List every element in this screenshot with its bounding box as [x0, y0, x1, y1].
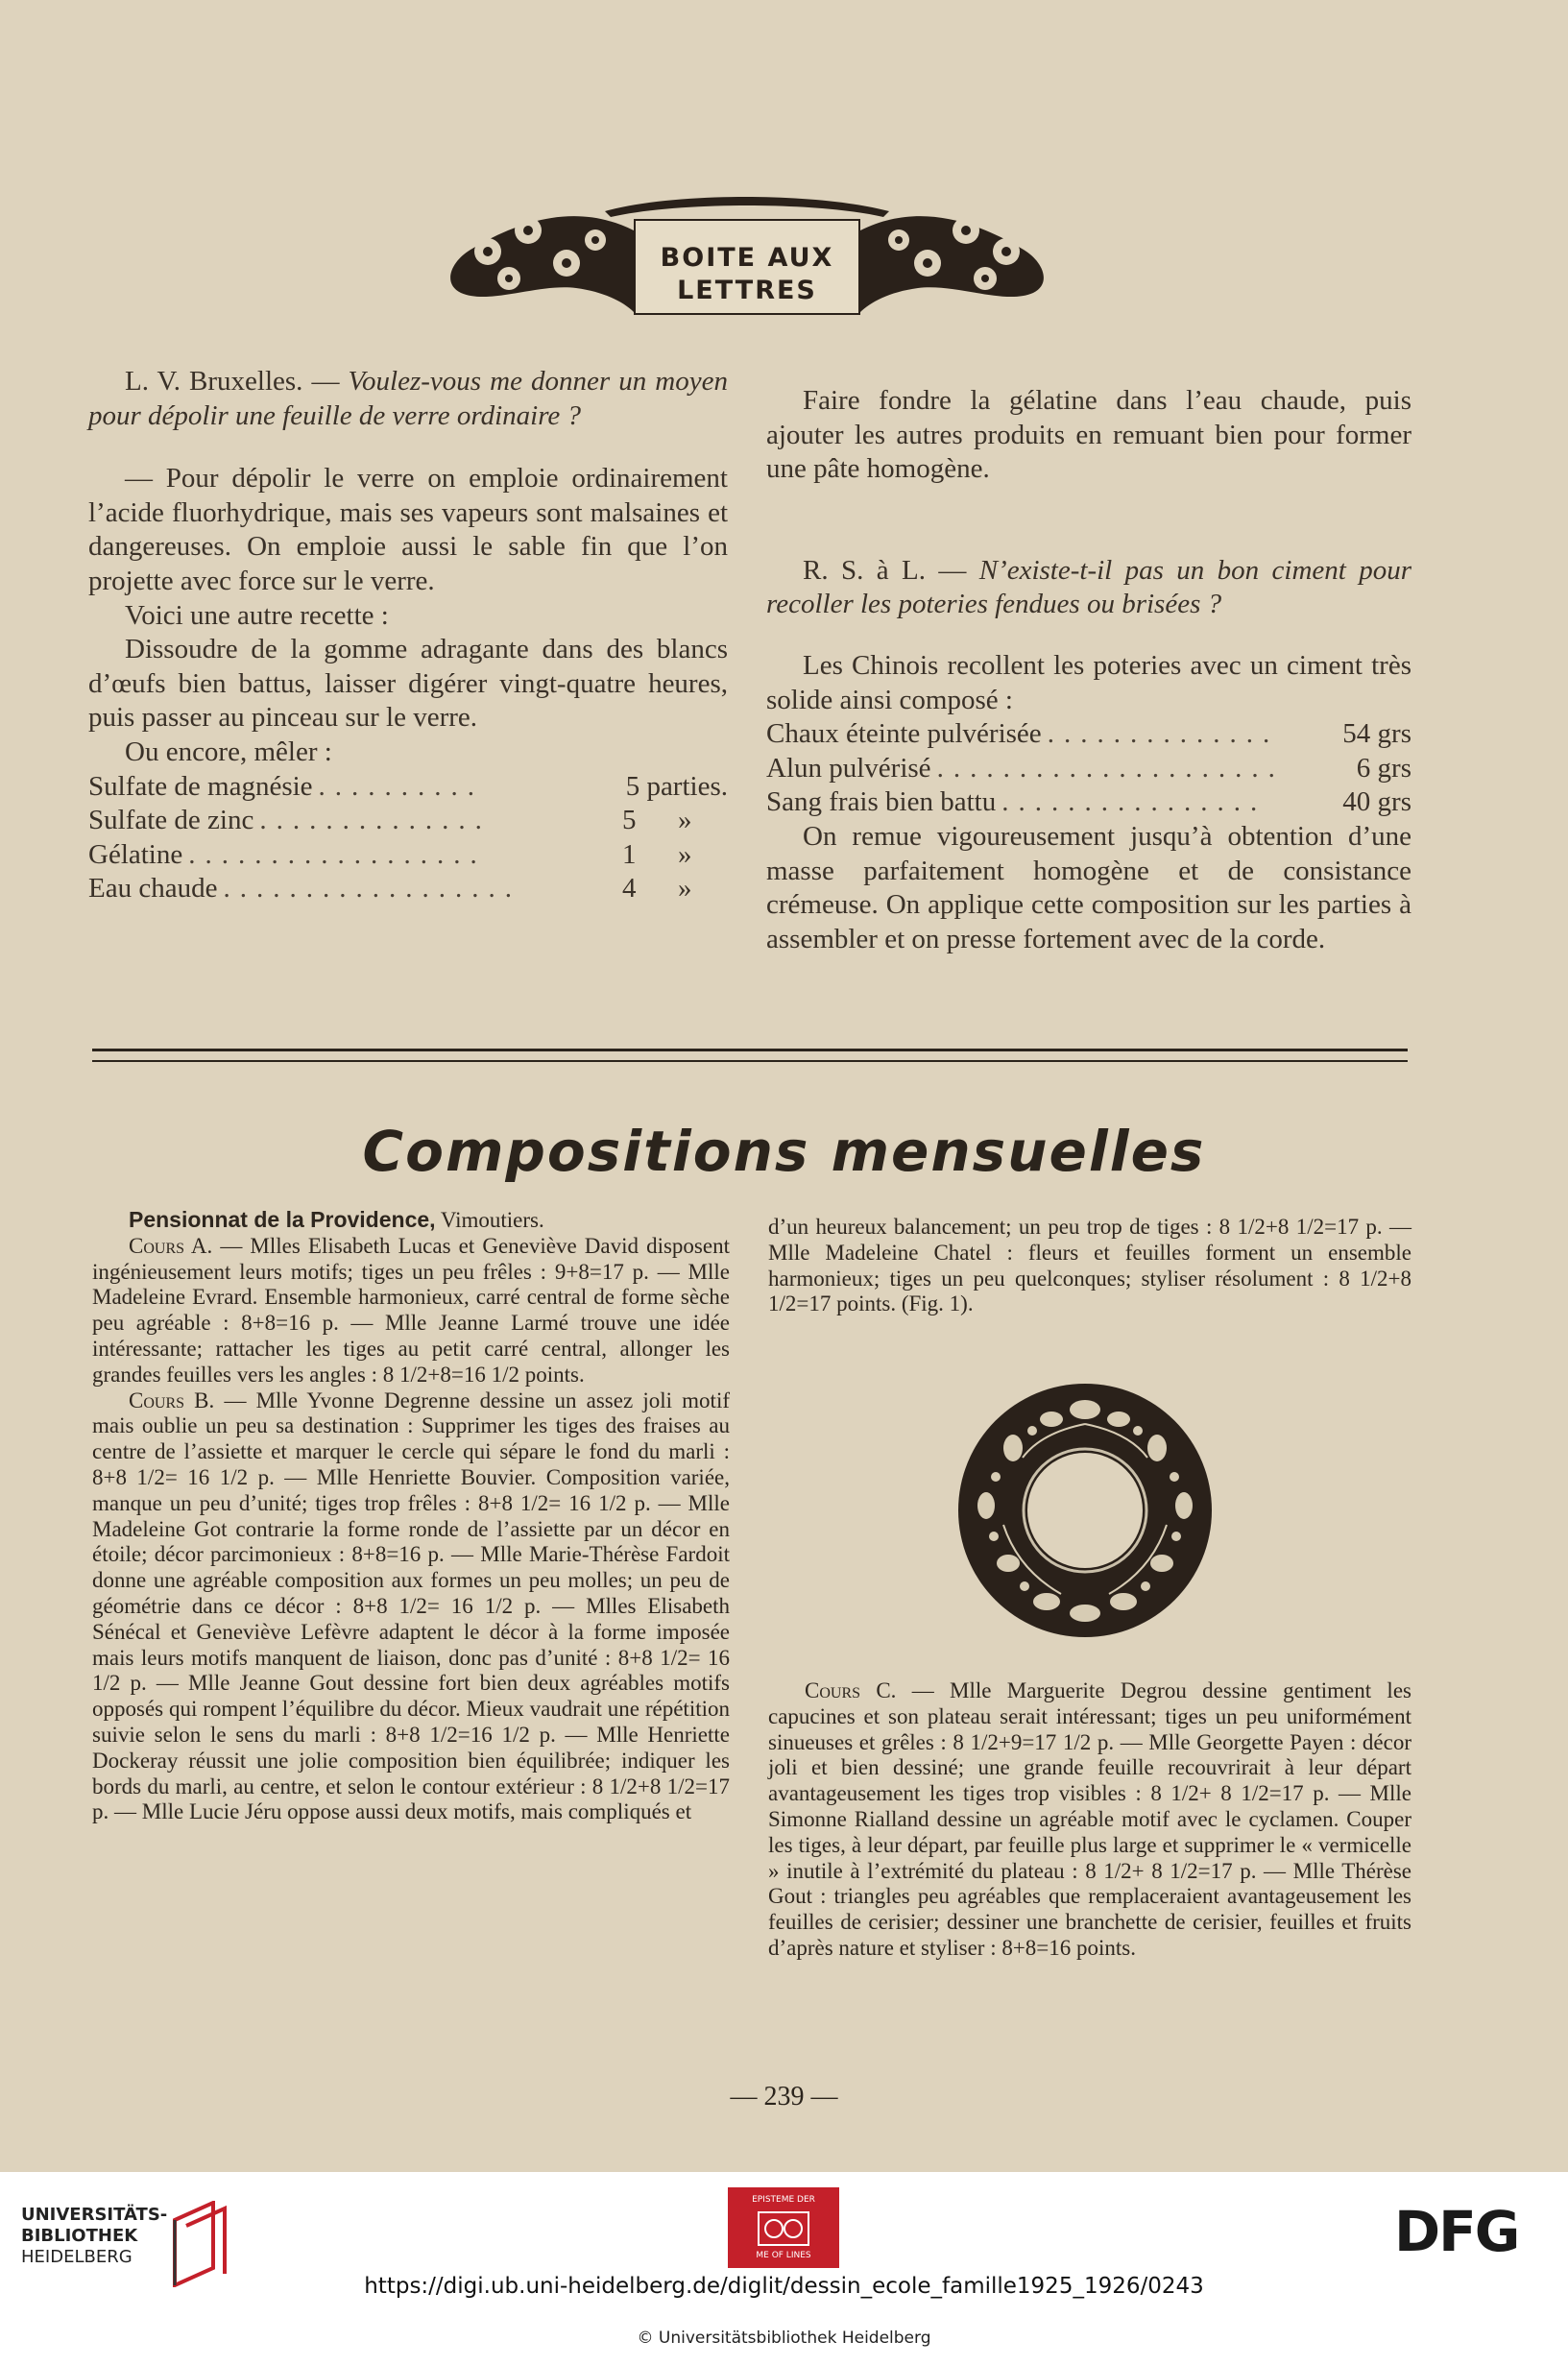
- letter-question-text-2: N’existe-t-il pas un bon ciment pour recoller les poteries fendues ou brisées ?: [766, 554, 1411, 620]
- compositions-column-left: [92, 1207, 730, 1825]
- recipe-list-1: [88, 770, 728, 906]
- letter-question-text-1: Voulez-vous me donner un moyen pour dépolir une feuille de verre ordinaire ?: [88, 366, 728, 431]
- school-name: Pensionnat de la Providence,: [129, 1207, 436, 1232]
- answer-2-intro: Les Chinois recollent les poteries avec un ciment très solide ainsi composé :: [766, 649, 1411, 715]
- document-url-link[interactable]: https://digi.ub.uni-heidelberg.de/diglit/dessin_ecole_famille1925_1926/0243: [364, 2274, 1204, 2299]
- cours-c-text: — Mlle Marguerite Degrou dessine gentiment les capucines et son plateau serait intéressant; tiges un peu uniformément sinueuses et grêles : 8 1/2+9=17 1/2 p. — Mlle Georgette Payen : décor joli et bien dessiné; une grande feuille recouvrirait à leur départ avantageusement les tiges trop visibles : 8 1/2+ 8 1/2=17 p. — Mlle Simonne Rialland dessine un agréable motif avec le cyclamen. Couper les tiges, à leur départ, par feuille plus large et supprimer le « vermicelle » inutile à l’extrémité du plateau : 8 1/2+ 8 1/2=17 p. — Mlle Thérèse Gout : triangles peu agréables que remplaceraient avantageusement les feuilles de cerisier; dessiner une branchette de cerisier, feuilles et fruits d’après nature et styliser : 8+8=16 points.: [768, 1678, 1411, 1960]
- cours-a-text: — Mlles Elisabeth Lucas et Geneviève David disposent ingénieusement leurs motifs; tiges un peu frêles : 9+8=17 p. — Mlle Madeleine Evrard. Ensemble harmonieux, carré central de forme sèche peu agréable : 8+8=16 p. — Mlle Jeanne Larmé trouve une idée intéressante; rattacher les tiges au petit carré central, allonger les grandes feuilles vers les angles : 8 1/2+8=16 1/2 points.: [92, 1233, 730, 1387]
- header-line-2: LETTRES: [677, 276, 817, 305]
- answer-2-end: On remue vigoureusement jusqu’à obtention d’une masse parfaitement homogène et de consistance crémeuse. On applique cette composition sur les parties à assembler et on presse fortement avec de la corde.: [766, 820, 1411, 954]
- answer-paragraph: — Pour dépolir le verre on emploie ordinairement l’acide fluorhydrique, mais ses vapeurs sont malsaines et dangereuses. On emploie aussi le sable fin que l’on projette avec force sur le verre.: [88, 463, 728, 596]
- compositions-cours-c: [768, 1678, 1411, 1962]
- school-line: [92, 1207, 730, 1234]
- cours-c-label: Cours C.: [805, 1678, 897, 1702]
- recipe-row: Gélatine .................. 1 »: [88, 838, 692, 870]
- compositions-continued: d’un heureux balancement; un peu trop de tiges : 8 1/2+8 1/2=17 p. — Mlle Madeleine Chatel : fleurs et feuilles forment un ensemble harmonieux; tiges un peu quelconques; styliser résolument : 8 1/2+8 1/2=17 points. (Fig. 1).: [768, 1215, 1411, 1316]
- school-town: Vimoutiers.: [435, 1208, 544, 1232]
- episteme-badge[interactable]: EPISTEME DER ME OF LINES: [728, 2187, 839, 2268]
- compositions-column-right: [768, 1215, 1411, 1317]
- recipe-row: Sulfate de zinc .............. 5 »: [88, 805, 692, 836]
- answer-paragraph: Dissoudre de la gomme adragante dans des blancs d’œufs bien battus, laisser digérer vingt-quatre heures, puis passer au pinceau sur le verre.: [88, 634, 728, 734]
- double-rule-bottom: [92, 1060, 1408, 1062]
- letter-question-2: [766, 554, 1411, 622]
- recipe-row: Sang frais bien battu ................ 40 grs: [766, 786, 1411, 818]
- letters-column-left: [88, 365, 728, 906]
- episteme-emblem-icon: [757, 2210, 810, 2247]
- recipe-row: Chaux éteinte pulvérisée .............. 54 grs: [766, 718, 1411, 750]
- copyright-notice: © Universitätsbibliothek Heidelberg: [637, 2329, 931, 2348]
- cours-c: [768, 1678, 1411, 1962]
- letters-header-ornament: [432, 192, 1062, 322]
- figure-1-plate: [955, 1381, 1215, 1640]
- recipe-list-2: [766, 717, 1411, 820]
- double-rule-top: [92, 1049, 1408, 1051]
- decorative-plate-icon: [955, 1381, 1215, 1640]
- letter-question-1: [88, 365, 728, 433]
- library-name: UNIVERSITÄTS- BIBLIOTHEK HEIDELBERG: [21, 2205, 168, 2267]
- recipe-row: Alun pulvérisé ..................... 6 grs: [766, 752, 1411, 784]
- cours-b: [92, 1388, 730, 1826]
- cours-a: [92, 1234, 730, 1388]
- section-title: Compositions mensuelles: [362, 1119, 1206, 1184]
- letter-sender-2: R. S. à L. —: [803, 554, 979, 586]
- cours-b-label: Cours B.: [129, 1388, 215, 1412]
- answer-paragraph-end: Faire fondre la gélatine dans l’eau chaude, puis ajouter les autres produits en remuant bien pour former une pâte homogène.: [766, 385, 1411, 485]
- recipe-row: Eau chaude .................. 4 »: [88, 873, 692, 905]
- cours-a-label: Cours A.: [129, 1233, 213, 1258]
- letter-sender-1: L. V. Bruxelles. —: [125, 366, 349, 397]
- answer-paragraph: Voici une autre recette :: [125, 599, 389, 631]
- dfg-logo[interactable]: DFG: [1394, 2199, 1519, 2264]
- header-line-1: BOITE AUX: [660, 243, 834, 273]
- answer-paragraph: Ou encore, mêler :: [125, 736, 332, 767]
- letters-column-right: [766, 384, 1411, 956]
- header-box: [634, 219, 860, 315]
- cours-b-text: — Mlle Yvonne Degrenne dessine un assez joli motif mais oublie un peu sa destination : Supprimer les tiges des fraises au centre de l’assiette et marquer le cercle qui sépare le fond du marli : 8+8 1/2= 16 1/2 p. — Mlle Henriette Bouvier. Composition variée, manque un peu d’unité; tiges trop frêles : 8+8 1/2= 16 1/2 p. — Mlle Madeleine Got contrarie la forme ronde de l’assiette par un décor en étoile; décor parcimonieux : 8+8=16 p. — Mlle Marie-Thérèse Fardoit donne une agréable composition aux formes un peu molles; un peu de géométrie dans ce décor : 8+8 1/2= 16 1/2 p. — Mlles Elisabeth Sénécal et Geneviève Lefèvre adaptent le décor à la forme imposée mais leurs motifs manquent de liaison, donc pas d’unité : 8+8 1/2= 16 1/2 p. — Mlle Jeanne Gout dessine fort bien deux agréables motifs opposés qui rompent l’équilibre du décor. Mieux vaudrait une répétition suivie selon le sens du marli : 8+8 1/2=16 1/2 p. — Mlle Henriette Dockeray réussit une jolie composition bien équilibrée; indiquer les bords du marli, au centre, et selon le contour extérieur : 8 1/2+8 1/2=17 p. — Mlle Lucie Jéru oppose aussi deux motifs, mais compliqués et: [92, 1388, 730, 1824]
- recipe-row: Sulfate de magnésie .......... 5 parties.: [88, 770, 728, 802]
- page-number: — 239 —: [730, 2082, 838, 2112]
